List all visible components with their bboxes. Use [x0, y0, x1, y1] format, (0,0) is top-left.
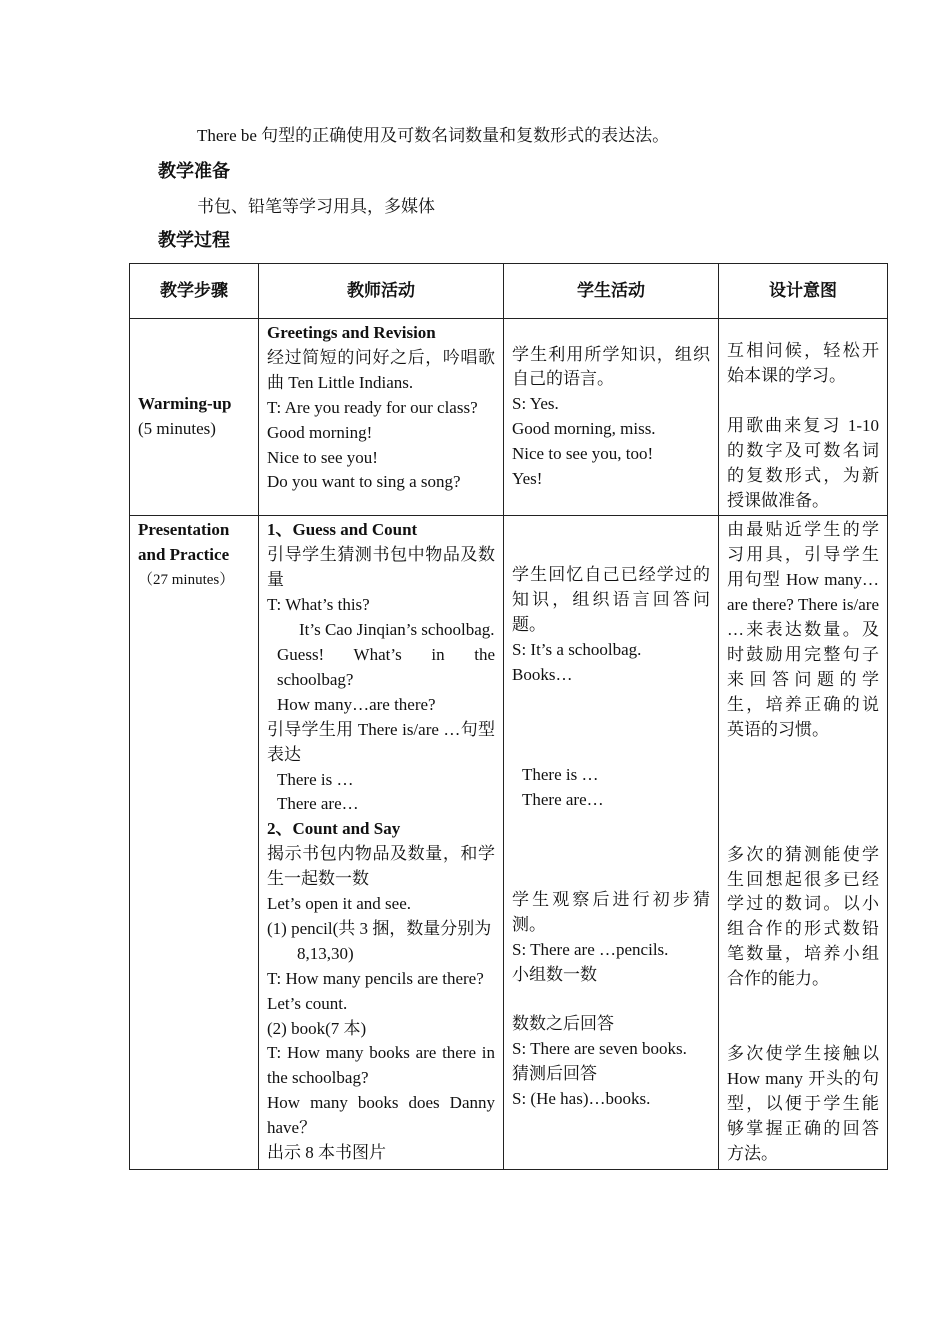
teacher-line: T: What’s this? — [267, 595, 370, 615]
teacher-line: 引导学生猜测书包中物品及数量 — [267, 545, 495, 590]
teacher-line: 2、Count and Say — [267, 819, 401, 839]
design-line: 多次的猜测能使学生回想起很多已经学过的数词。以小组合作的形式数铅笔数量，培养小组合作的能力。 — [727, 844, 879, 989]
student-line: 数数之后回答 — [512, 1014, 614, 1034]
teacher-line: 揭示书包内物品及数量，和学生一起数一数 — [267, 844, 495, 889]
teacher-line: 引导学生用 There is/are …句型表达 — [267, 719, 495, 764]
student-line: S: There are …pencils. — [512, 939, 669, 959]
teacher-line: T: How many pencils are there? — [267, 968, 484, 988]
student-activity-cell — [504, 319, 719, 516]
student-line: S: Yes. — [512, 394, 559, 414]
teacher-activity-cell — [259, 516, 504, 1169]
header-step: 教学步骤 — [130, 264, 259, 319]
teacher-line: Good morning! — [267, 422, 373, 442]
step-title: and Practice — [138, 545, 230, 565]
teacher-line: 经过简短的问好之后，吟唱歌曲 Ten Little Indians. — [267, 347, 495, 392]
student-activity-cell — [504, 516, 719, 1169]
teaching-focus-text: There be 句型的正确使用及可数名词数量和复数形式的表达法。 — [197, 126, 670, 145]
teaching-preparation-heading: 教学准备 — [158, 161, 230, 182]
student-line: There are… — [522, 789, 604, 809]
teacher-line: Do you want to sing a song? — [267, 472, 461, 492]
design-line: 多次使学生接触以 How many 开头的句型，以便于学生能够掌握正确的回答方法。 — [727, 1044, 879, 1163]
teacher-line: How many books does Danny have？ — [267, 1093, 495, 1138]
teacher-line: It’s Cao Jinqian’s schoolbag. — [299, 620, 495, 640]
design-intent-cell — [719, 319, 888, 516]
teacher-line: Let’s open it and see. — [267, 894, 411, 914]
student-line: 学生利用所学知识，组织自己的语言。 — [512, 344, 710, 389]
student-line: Books… — [512, 665, 573, 685]
teacher-line: 1、Guess and Count — [267, 520, 418, 540]
table-row-presentation — [130, 516, 888, 1169]
design-line: 互相问候，轻松开始本课的学习。 — [727, 341, 879, 385]
header-design-intent: 设计意图 — [719, 264, 888, 319]
student-line: 猜测后回答 — [512, 1064, 597, 1084]
student-line: 学生观察后进行初步猜测。 — [512, 889, 710, 934]
design-intent-cell — [719, 516, 888, 1169]
header-teacher-activity: 教师活动 — [259, 264, 504, 319]
step-title: Presentation — [138, 520, 230, 540]
student-line: Nice to see you, too! — [512, 444, 654, 464]
student-line: S: (He has)…books. — [512, 1089, 651, 1109]
teacher-line: (2) book(7 本) — [267, 1018, 367, 1038]
student-line: 学生回忆自己已经学过的知识，组织语言回答问题。 — [512, 565, 710, 635]
teaching-process-heading: 教学过程 — [158, 230, 230, 251]
step-cell-presentation — [130, 516, 259, 1169]
teacher-line: T: Are you ready for our class? — [267, 397, 478, 417]
table-header-row — [130, 264, 888, 319]
student-line: 小组数一数 — [512, 964, 597, 984]
lesson-plan-table — [129, 263, 888, 1170]
teacher-line: How many…are there? — [277, 694, 436, 714]
table-row-warming-up — [130, 319, 888, 516]
teacher-line: Nice to see you! — [267, 447, 378, 467]
teacher-line: There is … — [277, 769, 354, 789]
step-time: （27 minutes） — [138, 572, 235, 589]
teacher-line: 出示 8 本书图片 — [267, 1143, 386, 1163]
design-line: 用歌曲来复习 1-10 的数字及可数名词的复数形式，为新授课做准备。 — [727, 415, 879, 510]
teacher-line: T: How many books are there in the schoolbag? — [267, 1043, 495, 1088]
student-line: S: There are seven books. — [512, 1039, 687, 1059]
header-student-activity: 学生活动 — [504, 264, 719, 319]
step-cell-warming-up — [130, 319, 259, 516]
student-line: Good morning, miss. — [512, 419, 656, 439]
step-time: (5 minutes) — [138, 419, 216, 439]
student-line: S: It’s a schoolbag. — [512, 640, 642, 660]
student-line: Yes! — [512, 469, 543, 489]
teacher-line: There are… — [277, 794, 359, 814]
teacher-line: Greetings and Revision — [267, 323, 436, 342]
teaching-preparation-text: 书包、铅笔等学习用具，多媒体 — [197, 197, 435, 216]
teacher-activity-cell — [259, 319, 504, 516]
teacher-line: (1) pencil(共 3 捆，数量分别为 8,13,30) — [267, 918, 492, 963]
teacher-line: Guess! What’s in the schoolbag? — [277, 644, 495, 689]
step-title: Warming-up — [138, 394, 232, 414]
student-line: There is … — [522, 764, 599, 784]
design-line: 由最贴近学生的学习用具，引导学生用句型 How many…are there? There is/are …来表达数量。及时鼓励用完整句子来回答问题的学生，培养正确的说英语的习惯。 — [727, 520, 879, 739]
teacher-line: Let’s count. — [267, 993, 348, 1013]
